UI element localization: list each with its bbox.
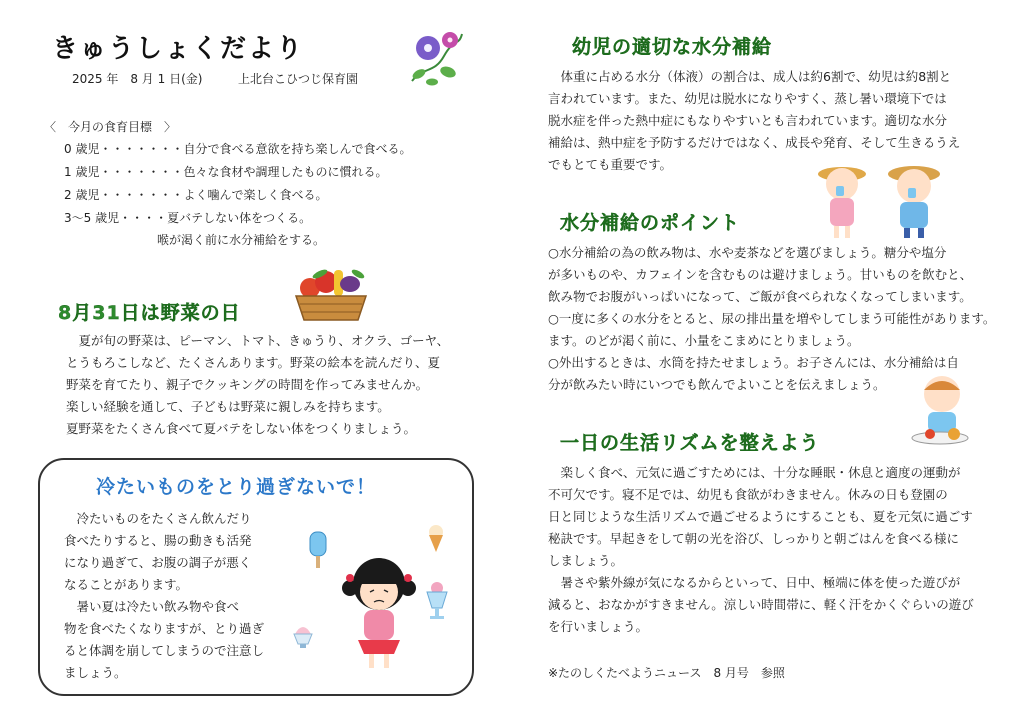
popsicle-icon: [306, 530, 330, 570]
goal-text: 色々な食材や調理したものに慣れる。: [183, 165, 388, 179]
children-drinking-icon: [812, 160, 950, 240]
goal-extra: 喉が渇く前に水分補給をする。: [157, 233, 326, 247]
paragraph-line: 分が飲みたい時にいつでも飲んでよいことを伝えましょう。: [548, 377, 886, 392]
paragraph-line: 暑さや紫外線が気になるからといって、日中、極端に体を使った遊びが: [548, 575, 961, 590]
paragraph-line: とうもろこしなど、たくさんあります。野菜の絵本を読んだり、夏: [66, 355, 441, 370]
goals-heading: 〈 今月の食育目標 〉: [44, 120, 177, 134]
points-heading: 水分補給のポイント: [560, 212, 741, 234]
morning-glory-icon: [404, 26, 466, 88]
paragraph-line: 楽しい経験を通して、子どもは野菜に親しみを持ちます。: [66, 399, 390, 414]
paragraph-line: 夏が旬の野菜は、ピーマン、トマト、きゅうり、オクラ、ゴーヤ、: [66, 333, 450, 348]
shaved-ice-icon: [292, 620, 314, 650]
goal-item-age3-5: [64, 209, 311, 226]
paragraph-line: しましょう。: [548, 553, 624, 568]
goal-item-age1: [64, 163, 387, 180]
goal-text: 自分で食べる意欲を持ち楽しんで食べる。: [183, 142, 412, 156]
paragraph-line: が多いものや、カフェインを含むものは避けましょう。甘いものを飲むと、: [548, 267, 973, 282]
paragraph-line: 冷たいものをたくさん飲んだり: [64, 511, 252, 526]
paragraph-line: 物を食べたくなりますが、とり過ぎ: [64, 621, 265, 636]
rhythm-body: [548, 462, 1008, 638]
vegetable-basket-icon: [290, 262, 372, 326]
ice-cream-cone-icon: [424, 524, 448, 554]
paragraph-line: 言われています。また、幼児は脱水になりやすく、蒸し暑い環境下では: [548, 91, 947, 106]
reference-note: ※たのしくたべようニュース 8 月号 参照: [548, 666, 785, 680]
paragraph-line: ると体調を崩してしまうので注意し: [64, 643, 265, 658]
cold-food-heading: 冷たいものをとり過ぎないで！: [96, 476, 377, 498]
rhythm-heading: 一日の生活リズムを整えよう: [560, 432, 820, 454]
paragraph-line: になり過ぎて、お腹の調子が悪く: [64, 555, 252, 570]
paragraph-line: でもとても重要です。: [548, 157, 673, 172]
cold-food-body: [64, 508, 304, 684]
hydration-heading: 幼児の適切な水分補給: [572, 36, 773, 58]
child-eating-icon: [910, 372, 976, 452]
goal-age: 0 歳児・・・・・・・: [64, 142, 184, 156]
school-name: 上北台こひつじ保育園: [238, 72, 359, 86]
paragraph-line: 日と同じような生活リズムで過ごせるようにすることも、夏を元気に過ごす: [548, 509, 973, 524]
paragraph-line: ましょう。: [64, 665, 127, 680]
goal-age: 2 歳児・・・・・・・: [64, 188, 184, 202]
girl-stomachache-icon: [336, 548, 422, 674]
goal-text: よく噛んで楽しく食べる。: [183, 188, 328, 202]
issue-date: 2025 年 8 月 1 日(金): [72, 72, 203, 86]
paragraph-line: 飲み物でお腹がいっぱいになって、ご飯が食べられなくなってしまいます。: [548, 289, 972, 304]
newsletter-title: きゅうしょくだより: [52, 34, 305, 64]
paragraph-line: を行いましょう。: [548, 619, 649, 634]
vegetable-day-heading: 8月31日は野菜の日: [58, 302, 241, 324]
paragraph-line: ます。のどが渇く前に、小量をこまめにとりましょう。: [548, 333, 860, 348]
goal-item-age0: [64, 140, 411, 157]
goal-age: 1 歳児・・・・・・・: [64, 165, 184, 179]
paragraph-line: なることがあります。: [64, 577, 189, 592]
paragraph-line: ○水分補給の為の飲み物は、水や麦茶などを選びましょう。糖分や塩分: [548, 245, 947, 260]
paragraph-line: 脱水症を伴った熱中症にもなりやすいとも言われています。適切な水分: [548, 113, 948, 128]
goal-text: 夏バテしない体をつくる。: [167, 211, 312, 225]
parfait-icon: [424, 580, 450, 620]
paragraph-line: 体重に占める水分（体液）の割合は、成人は約6割で、幼児は約8割と: [548, 69, 952, 84]
paragraph-line: 減ると、おなかがすきません。涼しい時間帯に、軽く汗をかくぐらいの遊び: [548, 597, 974, 612]
paragraph-line: 楽しく食べ、元気に過ごすためには、十分な睡眠・休息と適度の運動が: [548, 465, 961, 480]
paragraph-line: 食べたりすると、腸の動きも活発: [64, 533, 252, 548]
paragraph-line: 不可欠です。寝不足では、幼児も食欲がわきません。休みの日も登園の: [548, 487, 948, 502]
paragraph-line: 野菜を育てたり、親子でクッキングの時間を作ってみませんか。: [66, 377, 429, 392]
paragraph-line: ○外出するときは、水筒を持たせましょう。お子さんには、水分補給は自: [548, 355, 959, 370]
paragraph-line: 秘訣です。早起きをして朝の光を浴び、しっかりと朝ごはんを食べる様に: [548, 531, 960, 546]
paragraph-line: 補給は、熱中症を予防するだけではなく、成長や発育、そして生きるうえ: [548, 135, 961, 150]
vegetable-day-body: [66, 330, 466, 440]
paragraph-line: 夏野菜をたくさん食べて夏バテをしない体をつくりましょう。: [66, 421, 417, 436]
goal-age: 3～5 歳児・・・・: [64, 211, 168, 225]
paragraph-line: 暑い夏は冷たい飲み物や食べ: [64, 599, 240, 614]
goal-item-age2: [64, 186, 327, 203]
paragraph-line: ○一度に多くの水分をとると、尿の排出量を増やしてしまう可能性があります。: [548, 311, 996, 326]
